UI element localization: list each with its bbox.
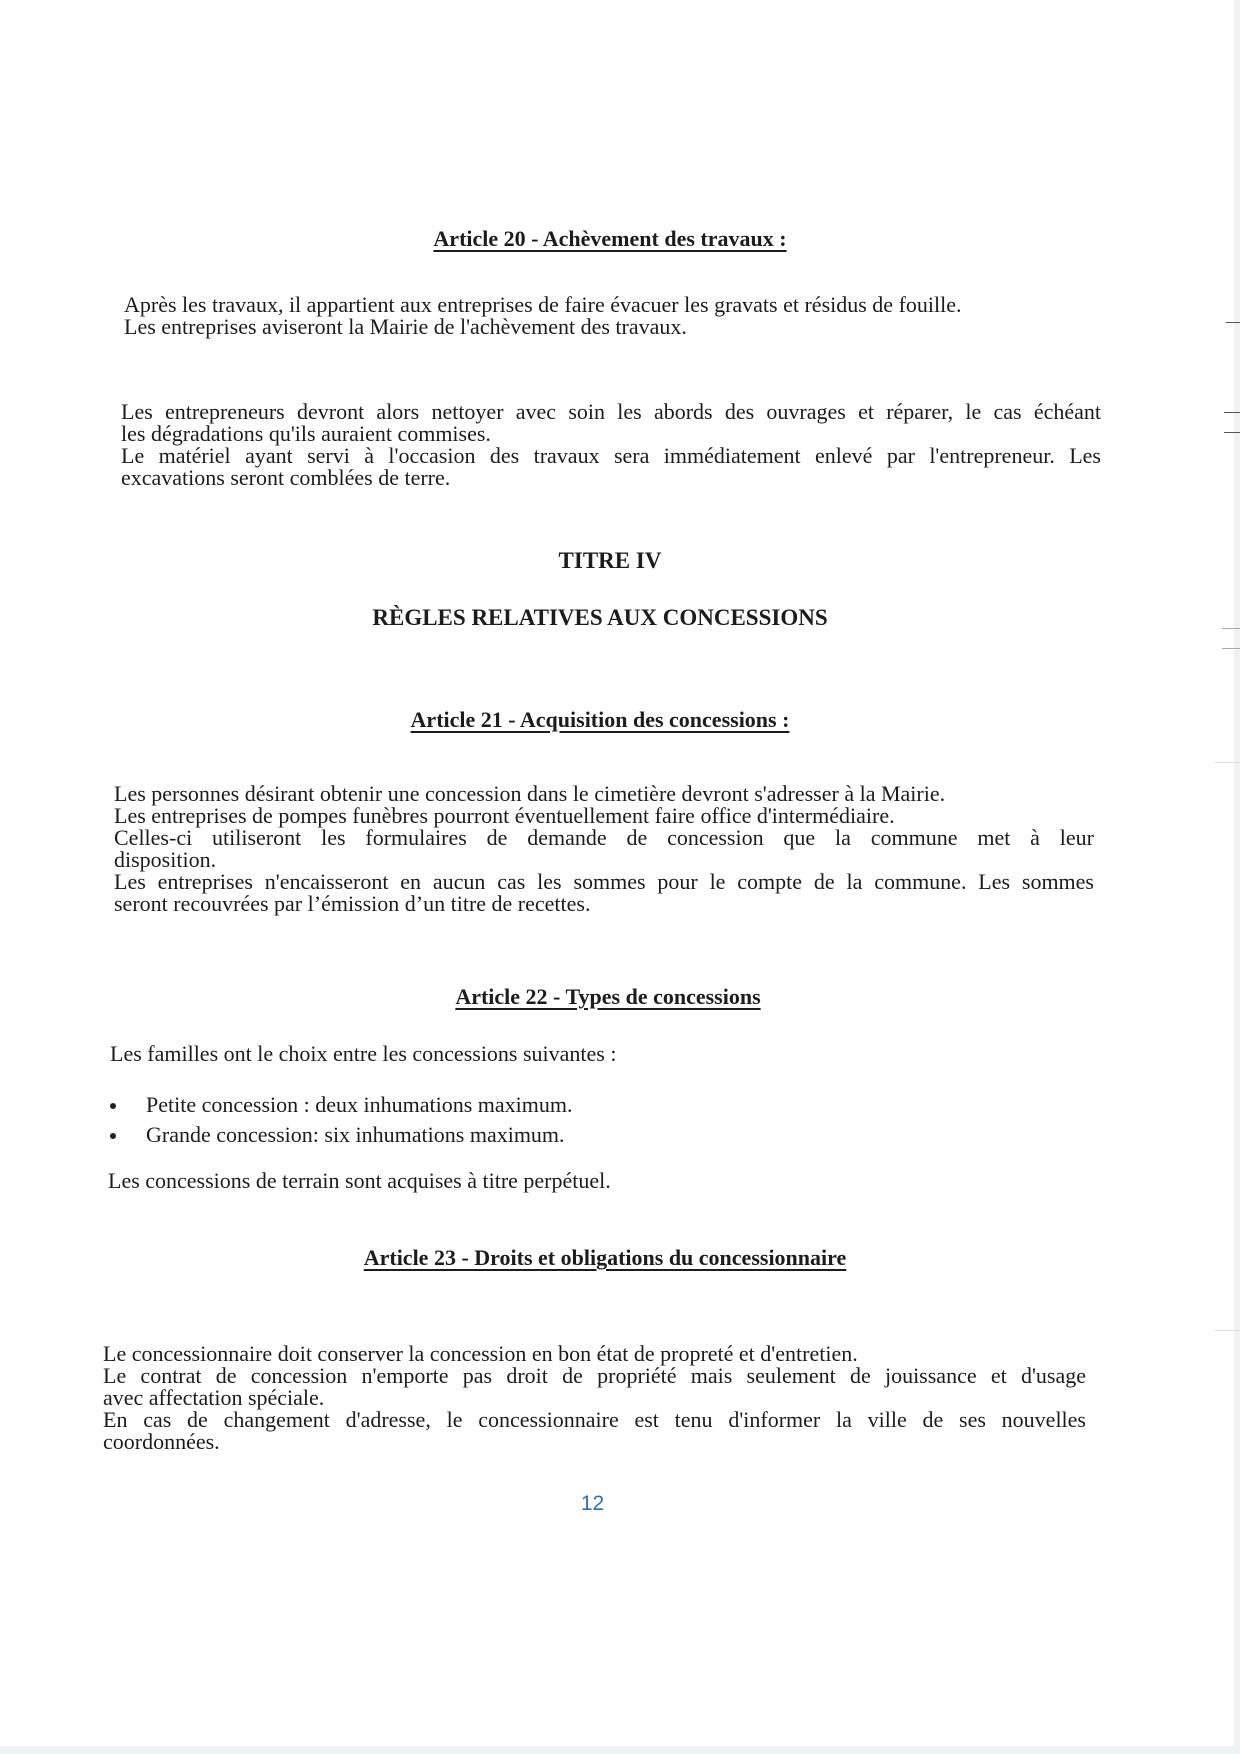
text-line: les dégradations qu'ils auraient commises. <box>121 421 491 446</box>
text-line: Les entreprises de pompes funèbres pourront éventuellement faire office d'intermédiaire. <box>114 803 895 828</box>
text-line: disposition. <box>114 847 217 872</box>
page-number: 12 <box>580 1492 605 1515</box>
bullet-icon <box>110 1133 116 1139</box>
scan-edge <box>0 1746 1240 1754</box>
scan-mark <box>1215 762 1240 763</box>
text-line: En cas de changement d'adresse, le concessionnaire est tenu d'informer la ville de ses nouvelles <box>103 1407 1086 1432</box>
concession-types-list <box>108 1090 573 1150</box>
list-item <box>108 1120 573 1150</box>
titre-subtitle: RÈGLES RELATIVES AUX CONCESSIONS <box>372 605 828 630</box>
list-item-text: Grande concession: six inhumations maximum. <box>146 1122 565 1147</box>
article-21-heading: Article 21 - Acquisition des concessions : <box>410 707 790 732</box>
text-line: avec affectation spéciale. <box>103 1385 325 1410</box>
article-23-heading: Article 23 - Droits et obligations du concessionnaire <box>363 1245 847 1270</box>
list-item-text: Petite concession : deux inhumations maximum. <box>146 1092 573 1117</box>
titre-number: TITRE IV <box>558 548 662 573</box>
text-line: Le contrat de concession n'emporte pas droit de propriété mais seulement de jouissance et d'usage <box>103 1363 1086 1388</box>
text-line: coordonnées. <box>103 1429 220 1454</box>
text-line: Le concessionnaire doit conserver la concession en bon état de propreté et d'entretien. <box>103 1341 858 1366</box>
article-20-paragraph-2 <box>121 401 1101 489</box>
list-item <box>108 1090 573 1120</box>
bullet-icon <box>110 1103 116 1109</box>
scan-mark <box>1226 322 1240 323</box>
text-line: Les entrepreneurs devront alors nettoyer avec soin les abords des ouvrages et réparer, le cas échéant <box>121 399 1101 424</box>
text-line: Les personnes désirant obtenir une concession dans le cimetière devront s'adresser à la Mairie. <box>114 781 946 806</box>
article-22-heading: Article 22 - Types de concessions <box>455 984 761 1009</box>
text-line: Les concessions de terrain sont acquises à titre perpétuel. <box>108 1168 611 1193</box>
text-line: Les familles ont le choix entre les concessions suivantes : <box>110 1041 617 1066</box>
text-line: seront recouvrées par l’émission d’un titre de recettes. <box>114 891 591 916</box>
scan-mark <box>1224 412 1240 413</box>
text-line: Les entreprises aviseront la Mairie de l'achèvement des travaux. <box>124 314 687 339</box>
scan-mark <box>1222 628 1240 629</box>
scan-edge <box>1234 0 1240 1754</box>
text-line: Le matériel ayant servi à l'occasion des travaux sera immédiatement enlevé par l'entrepreneur. Les <box>121 443 1101 468</box>
article-20-heading: Article 20 - Achèvement des travaux : <box>433 226 787 251</box>
article-23-paragraph <box>103 1343 1086 1453</box>
article-22-intro <box>110 1043 616 1065</box>
scan-mark <box>1224 432 1240 433</box>
article-20-paragraph-1 <box>124 294 1069 338</box>
text-line: Après les travaux, il appartient aux entreprises de faire évacuer les gravats et résidus de fouille. <box>124 292 962 317</box>
article-21-paragraph <box>114 783 1094 915</box>
scan-mark <box>1222 648 1240 649</box>
text-line: Les entreprises n'encaisseront en aucun cas les sommes pour le compte de la commune. Les sommes <box>114 869 1094 894</box>
article-22-closing <box>108 1170 611 1192</box>
scan-mark <box>1215 1330 1240 1331</box>
text-line: Celles-ci utiliseront les formulaires de demande de concession que la commune met à leur <box>114 825 1094 850</box>
text-line: excavations seront comblées de terre. <box>121 465 451 490</box>
